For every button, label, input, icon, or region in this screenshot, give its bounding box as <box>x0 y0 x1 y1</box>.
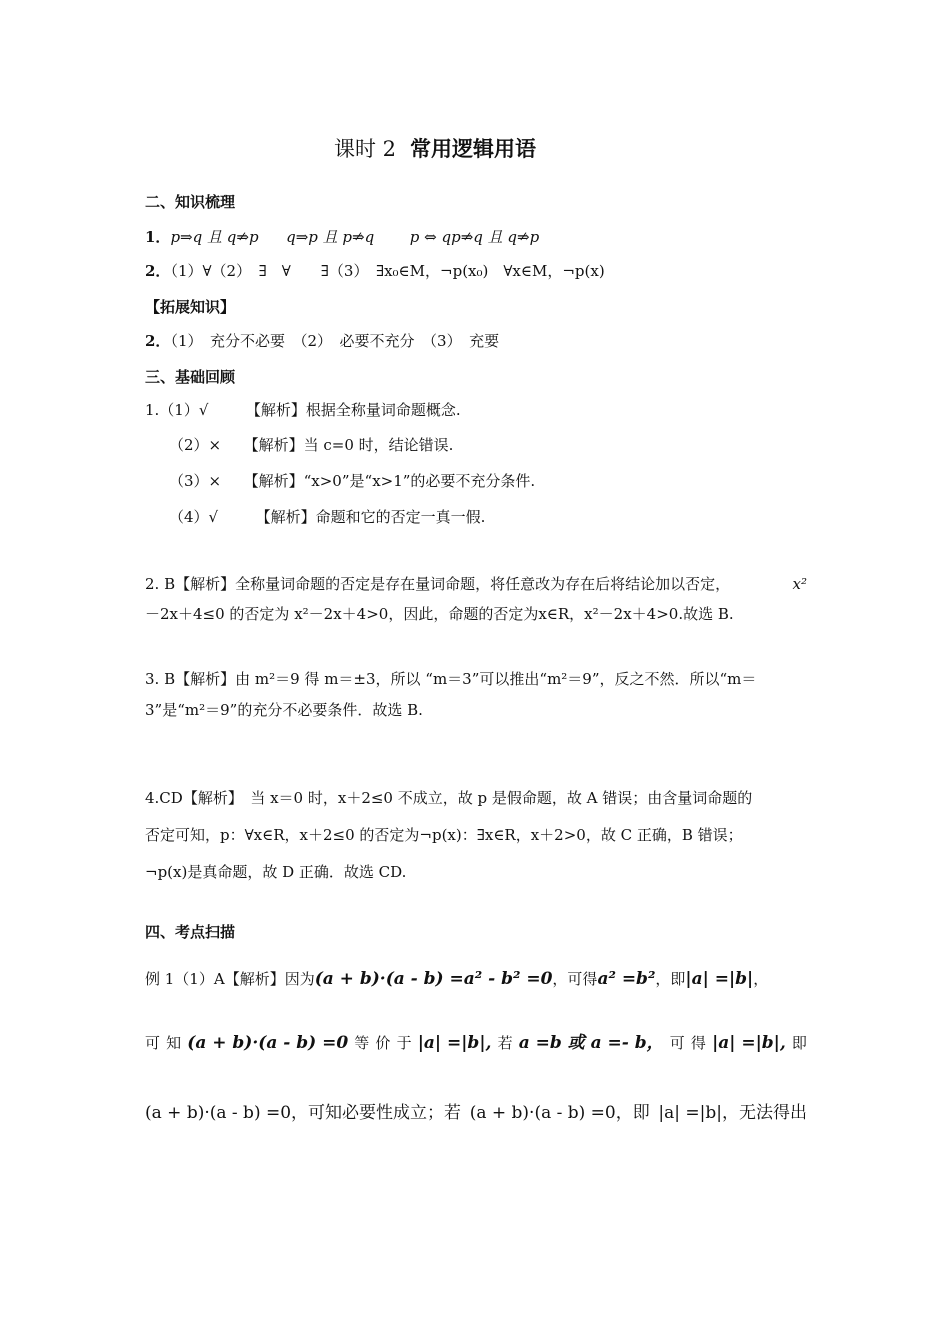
review-4-line-1: 4.CD【解析】 当 x＝0 时，x＋2≤0 不成立，故 p 是假命题，故 A 错误；由含量词命题的 <box>145 789 753 807</box>
math-expression: |a| =|b| <box>685 969 754 989</box>
example-1-line-2 <box>145 1032 807 1054</box>
not-implies-symbol: ⇒ <box>236 228 249 246</box>
word: 于 <box>396 1034 412 1052</box>
math-expression: (a + b)·(a - b) =a² - b² =0 <box>314 969 553 989</box>
item-number: 2． <box>145 262 171 280</box>
review-1-1: 1.（1）√ 【解析】根据全称量词命题概念. <box>145 401 461 419</box>
word: 可 <box>145 1034 161 1052</box>
l1-b2: q <box>364 228 375 246</box>
l1-a: p⇒q 且 q <box>170 228 237 246</box>
text-fragment: ，可得 <box>552 970 598 988</box>
math-expression: (a + b)·(a - b) =0 <box>187 1033 349 1053</box>
item-number: 1． <box>145 228 171 246</box>
knowledge-line-1 <box>145 226 539 248</box>
review-4-line-3: ¬p(x)是真命题，故 D 正确．故选 CD. <box>145 863 407 881</box>
l1-c3: p <box>529 228 540 246</box>
review-4-line-2: 否定可知，p：∀x∈R，x＋2≤0 的否定为¬p(x)：∃x∈R，x＋2>0，故 C 正确，B 错误； <box>145 826 743 844</box>
review-3-line-2: 3”是“m²＝9”的充分不必要条件．故选 B. <box>145 701 423 719</box>
not-implies-symbol: ⇒ <box>352 228 365 246</box>
not-implies-symbol: ⇒ <box>460 228 474 246</box>
not-implies-symbol: ⇒ <box>517 228 530 246</box>
extended-line <box>145 330 499 352</box>
review-2-end: x² <box>792 575 807 593</box>
l1-c2: q 且 q <box>473 228 518 246</box>
word: 知 <box>166 1034 182 1052</box>
text-fragment: ，即 <box>655 970 686 988</box>
l1-a2: p <box>248 228 259 246</box>
section-heading-review: 三、基础回顾 <box>145 368 236 386</box>
review-1-2: （2）× 【解析】当 c=0 时，结论错误. <box>169 436 454 454</box>
section-heading-knowledge: 二、知识梳理 <box>145 193 236 211</box>
title-main: 常用逻辑用语 <box>410 136 537 161</box>
section-heading-extended: 【拓展知识】 <box>145 298 236 316</box>
word: 可 <box>669 1034 685 1052</box>
text-fragment: ， <box>753 970 769 988</box>
text-fragment: |a| =|b|，无法得出 <box>658 1103 807 1123</box>
word: 得 <box>690 1034 706 1052</box>
page-title <box>334 138 536 160</box>
review-2-line-2: －2x＋4≤0 的否定为 x²－2x＋4>0，因此，命题的否定为x∈R，x²－2x＋4>0.故选 B. <box>145 605 734 623</box>
quantifier-answers: （1）∀（2） ∃ ∀ ∃（3） ∃x₀∈M，¬p(x₀) ∀x∈M，¬p(x) <box>170 262 605 280</box>
math-expression: |a| =|b|, <box>417 1033 492 1053</box>
example-1-line-1 <box>145 968 768 990</box>
math-expression: a² =b² <box>597 969 656 989</box>
text-fragment: (a + b)·(a - b) =0，可知必要性成立；若 <box>145 1103 462 1123</box>
word: 价 <box>375 1034 391 1052</box>
condition-answers: （1） 充分不必要 （2） 必要不充分 （3） 充要 <box>170 332 500 350</box>
example-1-line-3 <box>145 1102 807 1124</box>
word: 即 <box>791 1034 807 1052</box>
l1-b: q⇒p 且 p <box>286 228 353 246</box>
word: 等 <box>354 1034 370 1052</box>
review-2-text: 2. B【解析】全称量词命题的否定是存在量词命题，将任意改为存在后将结论加以否定， <box>145 575 731 593</box>
review-1-4: （4）√ 【解析】命题和它的否定一真一假. <box>169 508 486 526</box>
l1-c: p ⇔ qp <box>409 228 461 246</box>
section-heading-scan: 四、考点扫描 <box>145 923 236 941</box>
title-prefix: 课时 2 <box>334 137 397 161</box>
math-expression: |a| =|b|, <box>712 1033 786 1053</box>
review-1-3: （3）× 【解析】“x>0”是“x>1”的必要不充分条件. <box>169 472 536 490</box>
knowledge-line-2 <box>145 260 605 282</box>
item-number: 2． <box>145 332 171 350</box>
math-expression: a =b 或 a =- b， <box>518 1033 664 1053</box>
example-label: 例 1（1）A【解析】因为 <box>145 970 315 988</box>
review-3-line-1: 3. B【解析】由 m²＝9 得 m＝±3，所以 “m＝3”可以推出“m²＝9”，反之不然．所以“m＝ <box>145 670 757 688</box>
review-2-line-1 <box>145 573 807 595</box>
word: 若 <box>497 1034 513 1052</box>
text-fragment: (a + b)·(a - b) =0，即 <box>469 1103 650 1123</box>
